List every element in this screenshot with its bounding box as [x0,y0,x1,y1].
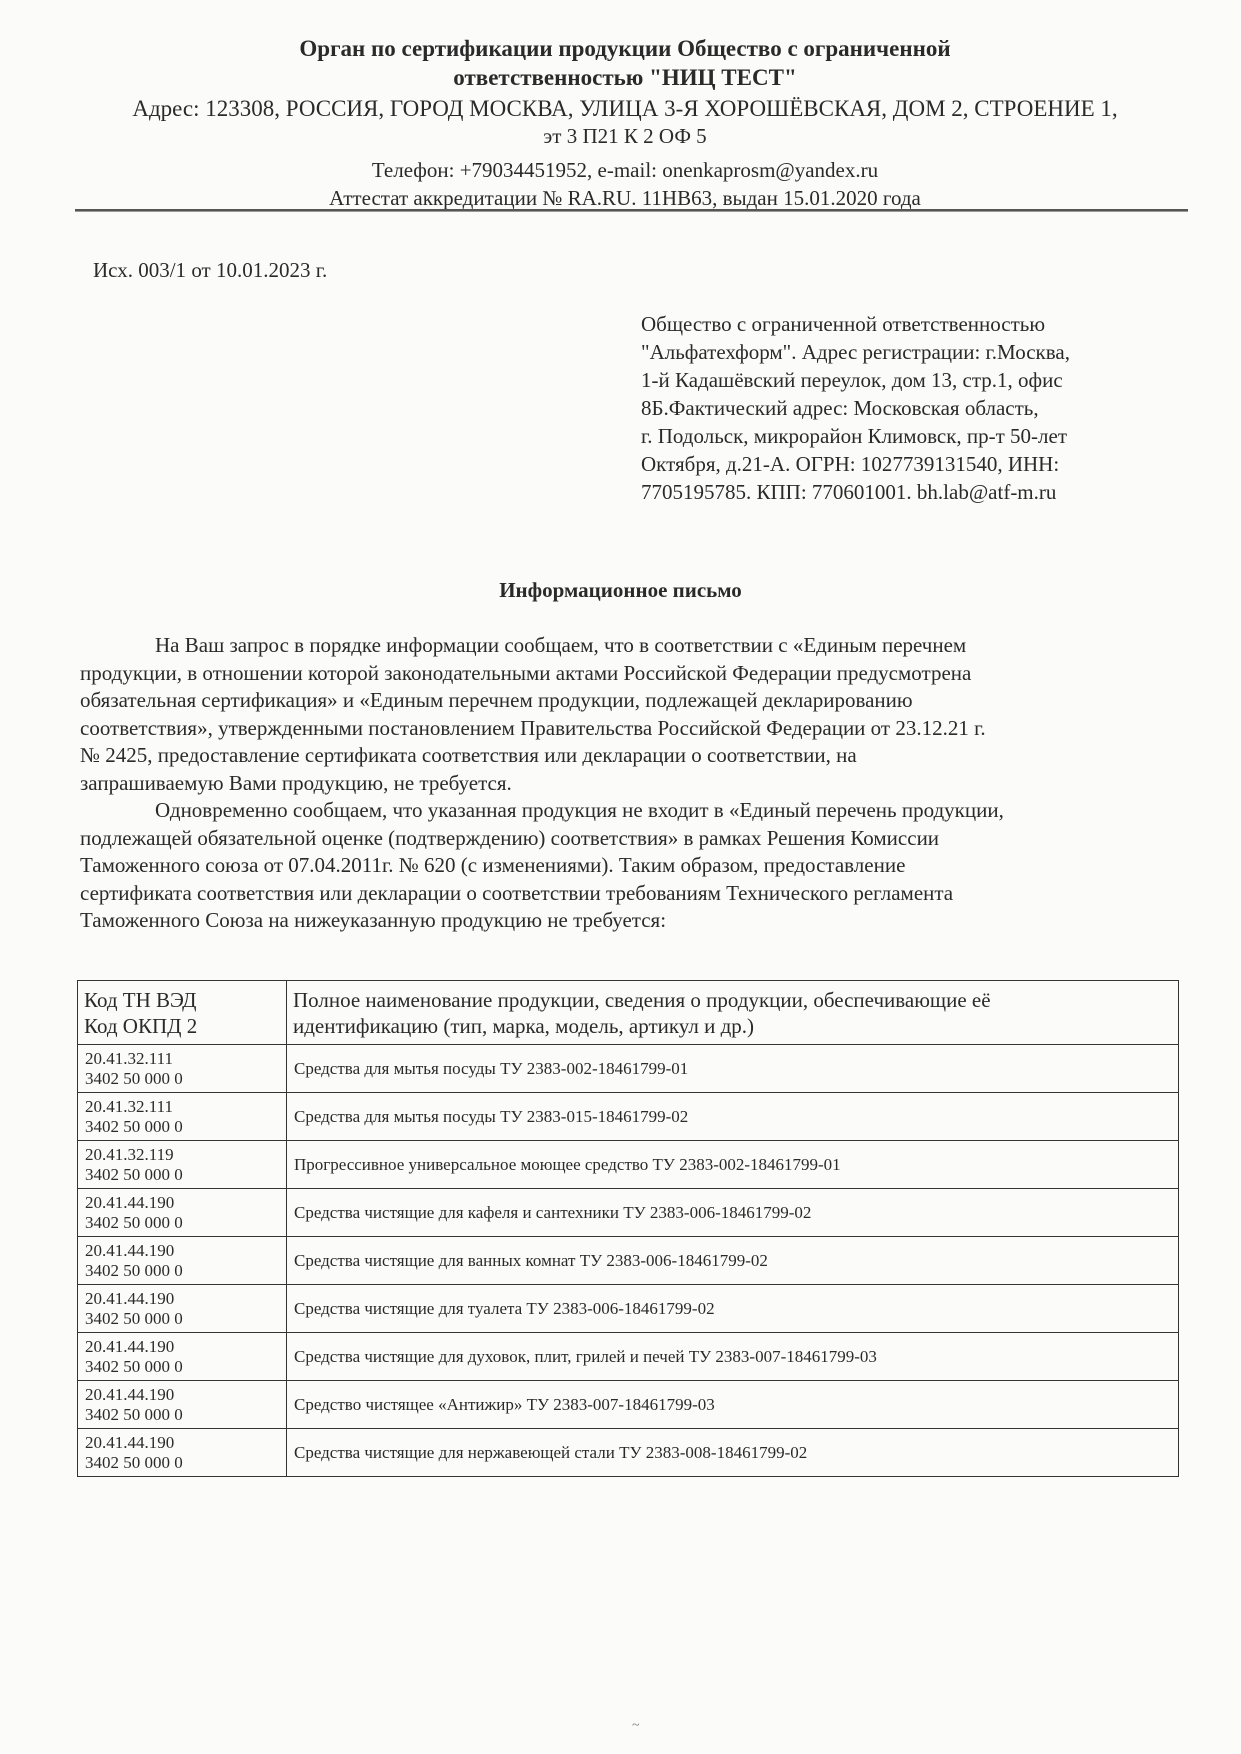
tnved-code: 3402 50 000 0 [85,1260,183,1280]
outgoing-from: от [191,258,211,282]
paragraph-2-line: Одновременно сообщаем, что указанная продукция не входит в «Единый перечень продукции, [155,798,1004,822]
product-name-cell: Средства для мытья посуды ТУ 2383-015-18461799-02 [287,1093,1179,1141]
codes-cell [78,1381,287,1429]
table-row [78,1093,1179,1141]
product-name-cell: Средства чистящие для нержавеющей стали ТУ 2383-008-18461799-02 [287,1429,1179,1477]
paragraph-1-line: № 2425, предоставление сертификата соответствия или декларации о соответствии, на [80,743,857,767]
letterhead [70,34,1180,212]
letter-title: Информационное письмо [499,578,742,602]
okpd-code: 20.41.44.190 [85,1288,175,1308]
addressee-block [641,310,1161,506]
paragraph-1-line: На Ваш запрос в порядке информации сообщаем, что в соответствии с «Единым перечнем [155,633,967,657]
okpd-code: 20.41.44.190 [85,1432,175,1452]
codes-cell [78,1141,287,1189]
product-name-cell: Средства чистящие для духовок, плит, грилей и печей ТУ 2383-007-18461799-03 [287,1333,1179,1381]
codes-cell [78,1285,287,1333]
codes-cell [78,1429,287,1477]
tnved-code: 3402 50 000 0 [85,1116,183,1136]
table-row [78,1381,1179,1429]
org-name-line-2: ответственностью "НИЦ ТЕСТ" [453,65,797,90]
okpd-code: 20.41.44.190 [85,1384,175,1404]
header-product-name [287,981,1179,1045]
codes-cell [78,1237,287,1285]
paragraph-1-line: запрашиваемую Вами продукцию, не требуется. [80,770,512,795]
okpd-code: 20.41.44.190 [85,1240,175,1260]
paragraph-2-line: Таможенного Союза на нижеуказанную продукцию не требуется: [80,908,667,932]
tnved-code: 3402 50 000 0 [85,1212,183,1232]
org-accreditation: Аттестат аккредитации № RA.RU. 11НВ63, выдан 15.01.2020 года [329,186,921,210]
org-address-line-1: Адрес: 123308, РОССИЯ, ГОРОД МОСКВА, УЛИЦА 3-Я ХОРОШЁВСКАЯ, ДОМ 2, СТРОЕНИЕ 1, [132,96,1118,121]
tnved-code: 3402 50 000 0 [85,1452,183,1472]
addressee-line: Общество с ограниченной ответственностью [641,312,1046,336]
paragraph-1-line: продукции, в отношении которой законодательными актами Российской Федерации предусмотрена [80,660,972,685]
tnved-code: 3402 50 000 0 [85,1404,183,1424]
outgoing-date: 10.01.2023 г. [215,258,328,282]
table-row [78,1189,1179,1237]
product-name-cell: Средства для мытья посуды ТУ 2383-002-18461799-01 [287,1045,1179,1093]
tnved-code: 3402 50 000 0 [85,1068,183,1088]
addressee-line: "Альфатехформ". Адрес регистрации: г.Москва, [641,340,1070,364]
outgoing-prefix: Исх. [93,258,133,282]
table-header-row [78,981,1179,1045]
letterhead-divider [75,209,1188,212]
table-row [78,1333,1179,1381]
product-name-cell: Средства чистящие для ванных комнат ТУ 2383-006-18461799-02 [287,1237,1179,1285]
header-col1-line-1: Код ТН ВЭД [84,987,197,1012]
table-row [78,1141,1179,1189]
paragraph-2-line: Таможенного союза от 07.04.2011г. № 620 (с изменениями). Таким образом, предоставление [80,853,906,877]
paragraph-2-line: подлежащей обязательной оценке (подтверждению) соответствия» в рамках Решения Комиссии [80,825,940,850]
tnved-code: 3402 50 000 0 [85,1356,183,1376]
codes-cell [78,1333,287,1381]
product-name-cell: Средства чистящие для кафеля и сантехники ТУ 2383-006-18461799-02 [287,1189,1179,1237]
product-name-cell: Прогрессивное универсальное моющее средство ТУ 2383-002-18461799-01 [287,1141,1179,1189]
addressee-line: г. Подольск, микрорайон Климовск, пр-т 50-лет [641,424,1068,448]
product-name-cell: Средство чистящее «Антижир» ТУ 2383-007-18461799-03 [287,1381,1179,1429]
codes-cell [78,1189,287,1237]
outgoing-number [93,258,327,283]
paragraph-2-line: сертификата соответствия или декларации о соответствии требованиям Технического регламента [80,880,954,905]
product-name-cell: Средства чистящие для туалета ТУ 2383-006-18461799-02 [287,1285,1179,1333]
addressee-line: Октября, д.21-А. ОГРН: 1027739131540, ИНН: [641,452,1060,476]
paragraph-1-line: соответствия», утвержденными постановлением Правительства Российской Федерации от 23.12.21 г. [80,715,986,740]
addressee-line: 1-й Кадашёвский переулок, дом 13, стр.1, офис [641,368,1063,392]
products-table [77,980,1179,1477]
table-row [78,1429,1179,1477]
codes-cell [78,1093,287,1141]
okpd-code: 20.41.32.119 [85,1144,174,1164]
header-col2-line-2: идентификацию (тип, марка, модель, артикул и др.) [293,1013,755,1038]
org-address-line-2: эт 3 П21 К 2 ОФ 5 [543,124,707,148]
table-row [78,1237,1179,1285]
addressee-line: 8Б.Фактический адрес: Московская область, [641,396,1039,420]
okpd-code: 20.41.32.111 [85,1096,173,1116]
okpd-code: 20.41.32.111 [85,1048,173,1068]
scan-mark: ~ [632,1718,640,1733]
header-col1-line-2: Код ОКПД 2 [84,1013,198,1038]
header-col2-line-1: Полное наименование продукции, сведения о продукции, обеспечивающие её [293,987,991,1012]
okpd-code: 20.41.44.190 [85,1192,175,1212]
header-codes [78,981,287,1045]
org-name-line-1: Орган по сертификации продукции Общество с ограниченной [299,36,951,61]
table-row [78,1045,1179,1093]
paragraph-1-line: обязательная сертификация» и «Единым перечнем продукции, подлежащей декларированию [80,688,913,712]
letter-body [80,632,1200,935]
outgoing-number-value: 003/1 [138,258,187,282]
org-contacts: Телефон: +79034451952, e-mail: onenkaprosm@yandex.ru [371,158,879,182]
table-row [78,1285,1179,1333]
okpd-code: 20.41.44.190 [85,1336,175,1356]
tnved-code: 3402 50 000 0 [85,1164,183,1184]
codes-cell [78,1045,287,1093]
tnved-code: 3402 50 000 0 [85,1308,183,1328]
addressee-line: 7705195785. КПП: 770601001. bh.lab@atf-m.ru [641,480,1057,504]
